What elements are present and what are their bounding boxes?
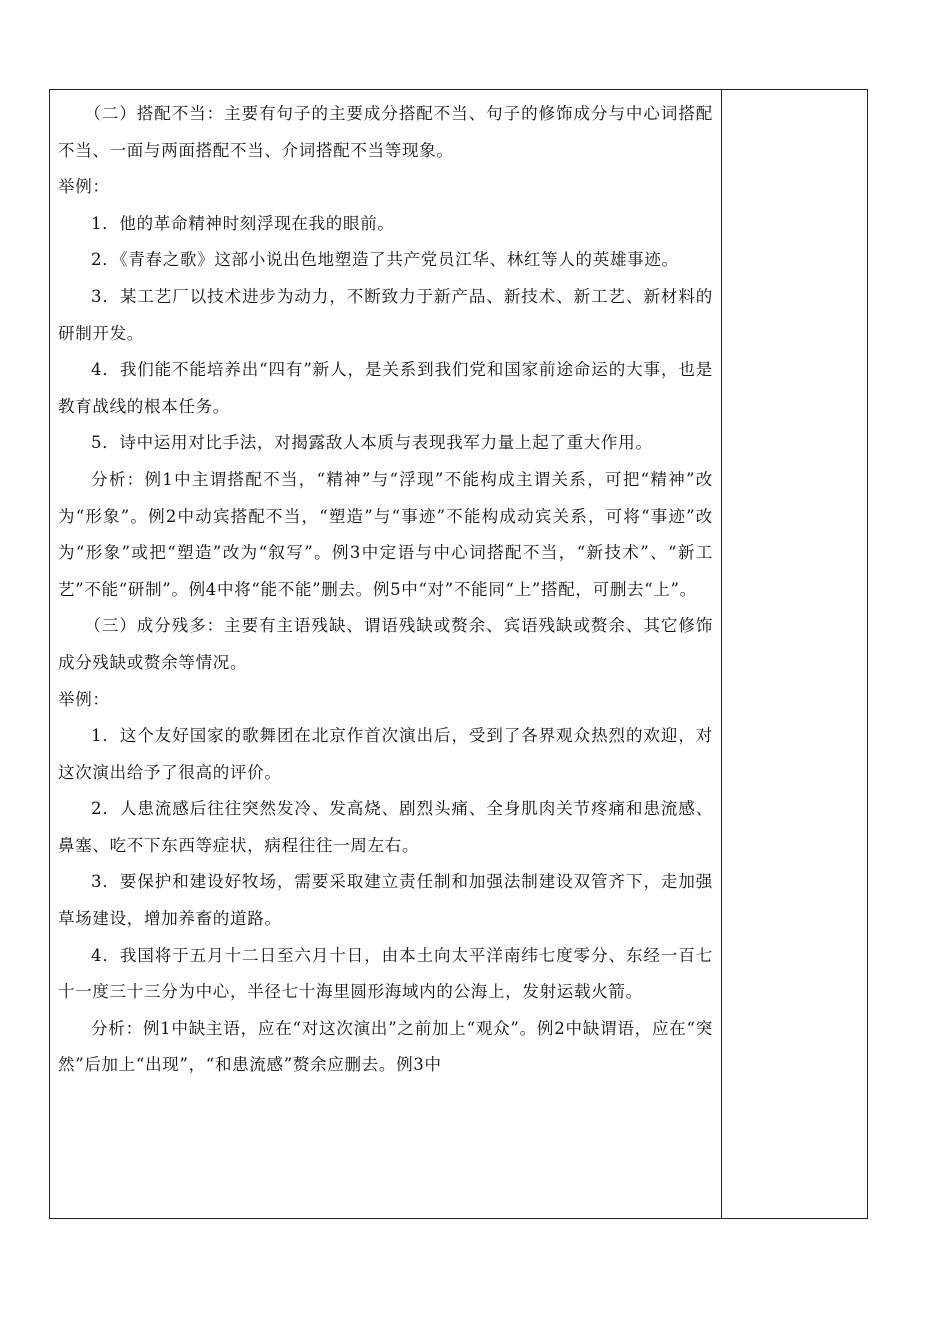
paragraph: 1．他的革命精神时刻浮现在我的眼前。 [91, 213, 395, 233]
column-divider [721, 90, 722, 1218]
paragraph: 2．《青春之歌》这部小说出色地塑造了共产党员江华、林红等人的英雄事迹。 [91, 250, 679, 270]
document-table [49, 89, 868, 1219]
paragraph: 分析：例1中主谓搭配不当，“精神”与“浮现”不能构成主谓关系，可把“精神”改为“形象”。例2中动宾搭配不当，“塑造”与“事迹”不能构成动宾关系，可将“事迹”改为“形象”或把“塑造”改为“叙写”。例3中定语与中心词搭配不当，“新技术”、“新工艺”不能“研制”。例4中将“能不能”删去。例5中“对”不能同“上”搭配，可删去“上”。 [58, 469, 713, 599]
paragraph: 5．诗中运用对比手法，对揭露敌人本质与表现我军力量上起了重大作用。 [91, 433, 653, 453]
paragraph: 4．我们能不能培养出“四有”新人，是关系到我们党和国家前途命运的大事，也是教育战线的根本任务。 [58, 360, 713, 416]
paragraph: 分析：例1中缺主语，应在“对这次演出”之前加上“观众”。例2中缺谓语，应在“突然”后加上“出现”，“和患流感”赘余应删去。例3中 [58, 1018, 713, 1075]
paragraph: 举例： [58, 177, 110, 197]
main-text-cell [58, 96, 713, 1084]
paragraph: 4．我国将于五月十二日至六月十日，由本土向太平洋南纬七度零分、东经一百七十一度三十三分为中心，半径七十海里圆形海域内的公海上，发射运载火箭。 [58, 945, 713, 1002]
paragraph: 1．这个友好国家的歌舞团在北京作首次演出后，受到了各界观众热烈的欢迎，对这次演出给予了很高的评价。 [58, 726, 713, 782]
paragraph: （二）搭配不当：主要有句子的主要成分搭配不当、句子的修饰成分与中心词搭配不当、一面与两面搭配不当、介词搭配不当等现象。 [58, 104, 713, 160]
paragraph: 举例： [58, 689, 110, 709]
paragraph: 2．人患流感后往往突然发冷、发高烧、剧烈头痛、全身肌肉关节疼痛和患流感、鼻塞、吃不下东西等症状，病程往往一周左右。 [58, 799, 713, 855]
paragraph: 3．某工艺厂以技术进步为动力，不断致力于新产品、新技术、新工艺、新材料的研制开发。 [58, 286, 713, 343]
paragraph: 3．要保护和建设好牧场，需要采取建立责任制和加强法制建设双管齐下，走加强草场建设，增加养畜的道路。 [58, 872, 713, 929]
paragraph: （三）成分残多：主要有主语残缺、谓语残缺或赘余、宾语残缺或赘余、其它修饰成分残缺或赘余等情况。 [58, 616, 713, 672]
